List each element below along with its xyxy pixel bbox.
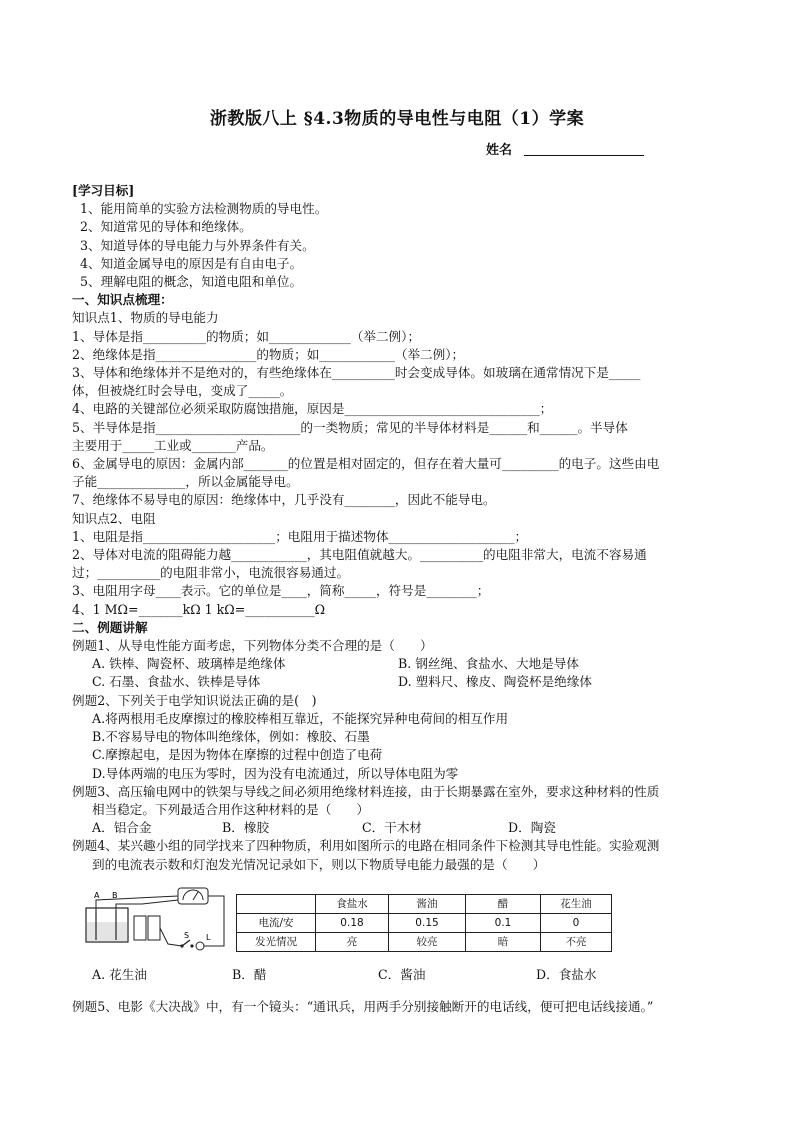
example4-options: [72, 966, 732, 984]
knowledge-point-title: 知识点1、物质的导电能力: [72, 310, 219, 326]
kp1-line: 5、半导体是指_______________________的一类物质；常见的半导体材料是______和______。半导体: [72, 419, 628, 435]
option-a[interactable]: A.将两根用毛皮摩擦过的橡胶棒相互靠近，不能探究异种电荷间的相互作用: [92, 710, 509, 726]
option-d[interactable]: D. 塑料尺、橡皮、陶瓷杯是绝缘体: [398, 674, 592, 690]
section1-heading: 一、知识点梳理：: [72, 292, 173, 308]
battery-icon: [148, 916, 160, 940]
kp1-line: 主要用于_____工业或_______产品。: [72, 437, 274, 453]
kp1-line: 子能______________，所以金属能导电。: [72, 474, 299, 490]
objectives-heading: [学习目标]: [72, 183, 135, 198]
example3-stem: 例题3、高压输电网中的铁架与导线之间必须用绝缘材料连接，由于长期暴露在室外，要求这种材料的性质: [72, 783, 660, 799]
page-title: 浙教版八上 §4.3物质的导电性与电阻（1）学案: [209, 109, 585, 129]
kp1-line: 体，但被烧红时会导电，变成了_____。: [72, 383, 293, 399]
option-d[interactable]: D．陶瓷: [508, 820, 556, 836]
kp2-line: 过；__________的电阻非常小，电流很容易通过。: [72, 565, 350, 581]
kp2-line: 1、电阻是指_____________________；电阻用于描述物体____________________；: [72, 528, 528, 544]
option-d[interactable]: D.导体两端的电压为零时，因为没有电流通过，所以导体电阻为零: [92, 765, 459, 781]
option-c[interactable]: C．干木材: [362, 820, 423, 836]
label-l: L: [206, 932, 211, 942]
table-cell: 0.18: [316, 913, 389, 932]
example3-options: [72, 819, 732, 837]
table-cell: 电流/安: [237, 913, 316, 932]
option-c[interactable]: C. 石墨、食盐水、铁棒是导体: [92, 674, 261, 690]
option-b[interactable]: B.不容易导电的物体叫绝缘体，例如：橡胶、石墨: [92, 729, 370, 745]
objective-item: 4、知道金属导电的原因是有自由电子。: [80, 255, 303, 271]
table-cell: 0.15: [389, 913, 466, 932]
example3-stem-cont: 相当稳定。下列最适合用作这种材料的是（ ）: [92, 801, 370, 817]
example1-options-row1: [72, 655, 732, 673]
bulb-icon: [196, 942, 204, 950]
table-header-cell: 醋: [466, 894, 541, 913]
results-table: [236, 894, 612, 953]
table-cell: 发光情况: [237, 933, 316, 952]
table-header-cell: 花生油: [541, 894, 612, 913]
liquid-icon: [87, 922, 127, 941]
option-a[interactable]: A. 铁棒、陶瓷杯、玻璃棒是绝缘体: [92, 656, 286, 672]
kp1-line: 4、电路的关键部位必须采取防腐蚀措施，原因是_______________________________；: [72, 401, 553, 417]
option-b[interactable]: B. 钢丝绳、食盐水、大地是导体: [398, 656, 579, 672]
kp2-line: 3、电阻用字母____表示。它的单位是____，简称_____，符号是________；: [72, 583, 490, 599]
name-field: [486, 139, 644, 158]
table-cell: 0: [541, 913, 612, 932]
label-s: S: [184, 930, 190, 940]
table-header-cell: 酱油: [389, 894, 466, 913]
kp1-line: 1、导体是指__________的物质；如_____________（举二例）；: [72, 328, 421, 344]
table-cell: 暗: [466, 933, 541, 952]
option-a[interactable]: A．铝合金: [92, 820, 152, 836]
example1-stem: 例题1、从导电性能方面考虑，下列物体分类不合理的是（ ）: [72, 638, 433, 654]
table-cell: 0.1: [466, 913, 541, 932]
section2-heading: 二、例题讲解: [72, 619, 148, 635]
example4-stem: 例题4、某兴趣小组的同学找来了四种物质，利用如图所示的电路在相同条件下检测其导电性能。实验观测: [72, 838, 660, 854]
kp1-line: 3、导体和绝缘体并不是绝对的，有些绝缘体在__________时会变成导体。如玻璃在通常情况下是_____: [72, 365, 641, 381]
kp1-line: 6、金属导电的原因：金属内部_______的位置是相对固定的，但存在着大量可_________的电子。这些由电: [72, 456, 660, 472]
label-a: A: [94, 890, 100, 900]
kp2-line: 4、1 MΩ=_______kΩ 1 kΩ=___________Ω: [72, 601, 326, 617]
table-cell: 较亮: [389, 933, 466, 952]
objective-item: 3、知道导体的导电能力与外界条件有关。: [80, 237, 315, 253]
table-header-row: [237, 894, 612, 913]
name-label: 姓名: [486, 143, 513, 158]
table-cell: [237, 894, 316, 913]
option-c[interactable]: C.摩擦起电，是因为物体在摩擦的过程中创造了电荷: [92, 747, 383, 763]
option-b[interactable]: B．橡胶: [222, 820, 270, 836]
example2-stem: 例题2、下列关于电学知识说法正确的是( ): [72, 692, 317, 708]
table-cell: 不亮: [541, 933, 612, 952]
name-blank[interactable]: [524, 142, 644, 156]
table-row: [237, 913, 612, 932]
table-row: [237, 933, 612, 952]
circuit-diagram: [82, 886, 232, 962]
kp1-line: 2、绝缘体是指________________的物质；如____________（举二例）；: [72, 346, 465, 362]
example4-figure-row: [72, 886, 732, 964]
wire-icon: [160, 928, 182, 946]
option-a[interactable]: A. 花生油: [92, 966, 147, 982]
objective-item: 2、知道常见的导体和绝缘体。: [80, 219, 252, 235]
option-b[interactable]: B．醋: [232, 966, 267, 982]
option-d[interactable]: D．食盐水: [536, 966, 597, 982]
example4-stem-cont: 到的电流表示数和灯泡发光情况记录如下，则以下物质导电能力最强的是（ ）: [92, 856, 546, 872]
battery-icon: [134, 916, 146, 940]
example1-options-row2: [72, 673, 732, 691]
label-b: B: [112, 890, 118, 900]
kp2-line: 2、导体对电流的阻碍能力越____________，其电阻值就越大。__________的电阻非常大，电流不容易通: [72, 547, 647, 563]
worksheet-content: [72, 182, 732, 1016]
table-cell: 亮: [316, 933, 389, 952]
example5-stem: 例题5、电影《大决战》中，有一个镜头：“通讯兵，用两手分别接触断开的电话线，便可把电话线接通。”: [72, 998, 654, 1014]
objective-item: 1、能用简单的实验方法检测物质的导电性。: [80, 201, 328, 217]
objective-item: 5、理解电阻的概念，知道电阻和单位。: [80, 274, 303, 290]
table-header-cell: 食盐水: [316, 894, 389, 913]
kp1-line: 7、绝缘体不易导电的原因：绝缘体中，几乎没有________，因此不能导电。: [72, 492, 496, 508]
knowledge-point-title: 知识点2、电阻: [72, 510, 156, 526]
option-c[interactable]: C．酱油: [378, 966, 426, 982]
